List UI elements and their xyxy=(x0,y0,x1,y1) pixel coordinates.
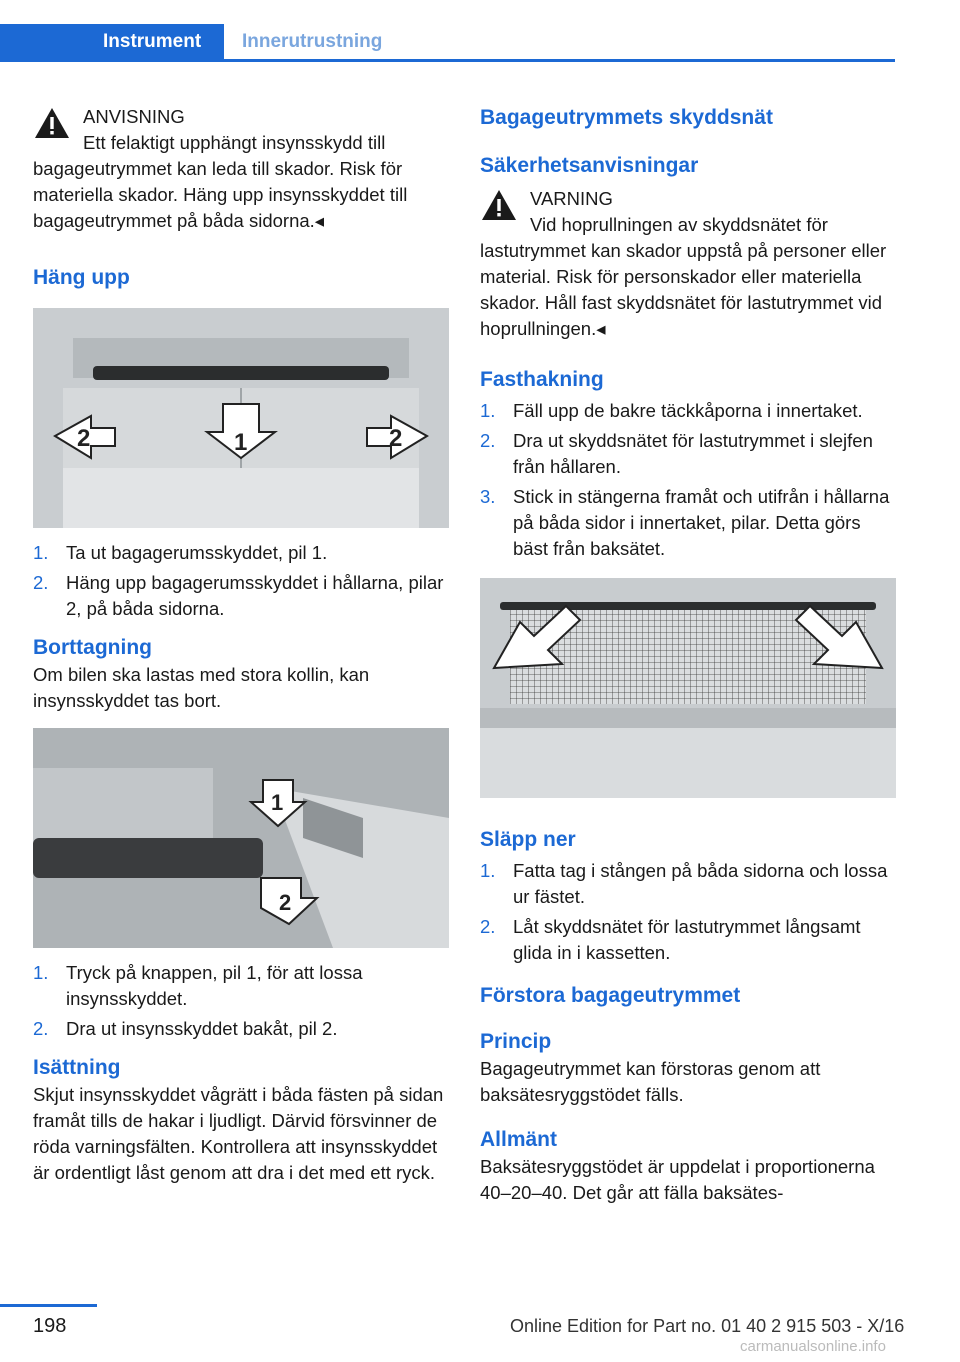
list-item: 2. Dra ut skyddsnätet för lastutrymmet i slejfen från hållaren. xyxy=(480,430,873,477)
figure-removal xyxy=(33,728,449,948)
list-item: 2. Dra ut insynsskyddet bakåt, pil 2. xyxy=(33,1018,338,1039)
figure-hang-up xyxy=(33,308,449,528)
list-item: 2. Häng upp bagagerumsskyddet i hållarna, pilar 2, på båda sidorna. xyxy=(33,572,444,619)
cargo-cover-illustration xyxy=(33,308,449,528)
list-item: 1. Fatta tag i stången på båda sidorna och lossa ur fästet. xyxy=(480,860,888,907)
insertion-text: Skjut insynsskyddet vågrätt i båda fästen på sidan framåt tills de hakar i ljudligt. Därvid försvinner de röda varningsfälten. Kontrollera att insynsskyddet är ordentligt låst genom att dra i det med ett ryck. xyxy=(33,1084,444,1183)
list-item: 1. Ta ut bagagerumsskyddet, pil 1. xyxy=(33,542,328,563)
warning-block xyxy=(480,186,896,212)
general-text: Baksätesryggstödet är uppdelat i proportionerna 40–20–40. Det går att fälla baksätes- xyxy=(480,1156,875,1203)
left-column xyxy=(33,104,449,1186)
hooking-steps xyxy=(480,398,896,562)
list-item: 2. Låt skyddsnätet för lastutrymmet långsamt glida in i kassetten. xyxy=(480,916,861,963)
right-column xyxy=(480,104,896,1206)
notice-text: Ett felaktigt upphängt insynsskydd till bagageutrymmet kan leda till skador. Risk för materiella skador. Häng upp insynsskyddet till bagageutrymmet på båda sidorna.◂ xyxy=(33,132,408,231)
page-number: 198 xyxy=(33,1315,67,1337)
fig1-label-left: 2 xyxy=(77,425,91,452)
removal-heading: Borttagning xyxy=(33,636,152,659)
hooking-heading: Fasthakning xyxy=(480,368,604,391)
removal-steps xyxy=(33,960,449,1042)
net-title: Bagageutrymmets skyddsnät xyxy=(480,106,773,129)
warning-triangle-icon xyxy=(33,106,71,140)
list-item: 1. Tryck på knappen, pil 1, för att lossa insynsskyddet. xyxy=(33,962,363,1009)
notice-block xyxy=(33,104,449,130)
header-tabbar xyxy=(0,24,895,62)
principle-heading: Princip xyxy=(480,1030,552,1053)
fig2-label-1: 1 xyxy=(271,790,284,815)
lower-steps xyxy=(480,858,896,966)
list-item: 3. Stick in stängerna framåt och utifrån i hållarna på båda sidor i innertaket, pilar. Detta görs bäst från baksätet. xyxy=(480,486,890,559)
list-item: 1. Fäll upp de bakre täckkåporna i innertaket. xyxy=(480,400,863,421)
tab-innerutrustning[interactable]: Innerutrustning xyxy=(242,31,383,52)
warning-triangle-icon xyxy=(480,188,518,222)
lower-heading: Släpp ner xyxy=(480,828,576,851)
figure-net xyxy=(480,578,896,798)
warning-text: Vid hoprullningen av skyddsnätet för lastutrymmet kan skador uppstå på personer eller material. Risk för personskador eller materiella skador. Håll fast skyddsnätet för lastutrymmet vid hoprullningen.◂ xyxy=(480,214,887,339)
notice-caption: ANVISNING xyxy=(83,106,185,127)
cover-removal-illustration xyxy=(33,728,449,948)
fig2-label-2: 2 xyxy=(279,890,292,915)
footer-rule xyxy=(0,1304,97,1307)
fig1-label-right: 2 xyxy=(389,425,403,452)
fig1-label-center: 1 xyxy=(234,429,248,456)
watermark: carmanualsonline.info xyxy=(740,1338,886,1355)
insertion-heading: Isättning xyxy=(33,1056,121,1079)
edition-text: Online Edition for Part no. 01 40 2 915 503 - X/16 xyxy=(510,1316,905,1336)
cargo-net-illustration xyxy=(480,578,896,798)
principle-text: Bagageutrymmet kan förstoras genom att baksätesryggstödet fälls. xyxy=(480,1058,821,1105)
tab-instrument[interactable]: Instrument xyxy=(0,24,224,59)
general-heading: Allmänt xyxy=(480,1128,558,1151)
removal-text: Om bilen ska lastas med stora kollin, kan insynsskyddet tas bort. xyxy=(33,664,370,711)
hang-up-heading: Häng upp xyxy=(33,266,130,289)
warning-caption: VARNING xyxy=(530,188,613,209)
enlarge-title: Förstora bagageutrymmet xyxy=(480,984,741,1007)
safety-heading: Säkerhetsanvisningar xyxy=(480,154,699,177)
hang-up-steps xyxy=(33,540,449,622)
